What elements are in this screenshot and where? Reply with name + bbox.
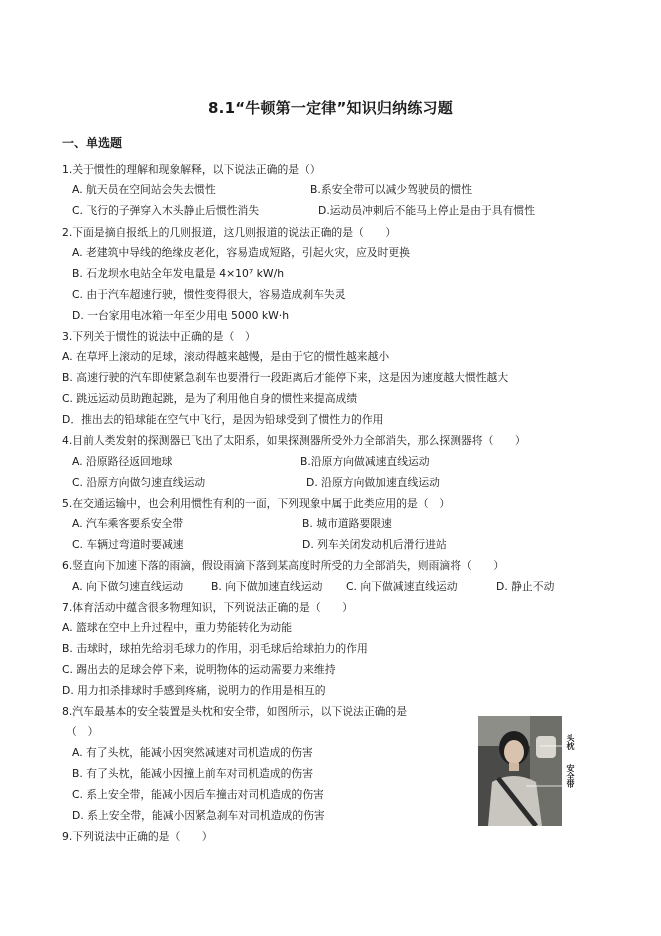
question-1-stem: 1.关于惯性的理解和现象解释，以下说法正确的是（）: [62, 163, 321, 176]
question-6-option-c: C. 向下做减速直线运动: [346, 580, 458, 593]
seatbelt-label: 安全带: [566, 764, 575, 788]
question-7-stem: 7.体育活动中蕴含很多物理知识，下列说法正确的是（ ）: [62, 601, 354, 614]
question-6-option-d: D. 静止不动: [496, 580, 555, 593]
question-4-option-c: C. 沿原方向做匀速直线运动: [72, 476, 206, 489]
question-6-option-a: A. 向下做匀速直线运动: [72, 580, 184, 593]
question-3-option-c: C. 跳远运动员助跑起跳，是为了利用他自身的惯性来提高成绩: [62, 392, 358, 405]
question-6-option-b: B. 向下做加速直线运动: [211, 580, 323, 593]
question-2-option-d: D. 一台家用电冰箱一年至少用电 5000 kW·h: [72, 309, 290, 322]
question-7-option-a: A. 篮球在空中上升过程中，重力势能转化为动能: [62, 621, 292, 634]
question-5-option-b: B. 城市道路要限速: [302, 517, 392, 530]
question-5-option-d: D. 列车关闭发动机后滑行进站: [302, 538, 447, 551]
driver-seatbelt-photo: [478, 716, 562, 826]
question-7-option-d: D. 用力扣杀排球时手感到疼痛，说明力的作用是相互的: [62, 684, 326, 697]
headrest-label: 头枕: [566, 734, 575, 750]
section-heading: 一、单选题: [62, 136, 123, 150]
question-2-option-a: A. 老建筑中导线的绝缘皮老化，容易造成短路，引起火灾，应及时更换: [72, 246, 410, 259]
question-5-stem: 5.在交通运输中，也会利用惯性有利的一面，下列现象中属于此类应用的是（ ）: [62, 497, 451, 510]
question-9-stem: 9.下列说法中正确的是（ ）: [62, 830, 213, 843]
question-3-option-b: B. 高速行驶的汽车即使紧急刹车也要滑行一段距离后才能停下来，这是因为速度越大惯性越大: [62, 371, 509, 384]
question-7-option-b: B. 击球时，球拍先给羽毛球力的作用，羽毛球后给球拍力的作用: [62, 642, 368, 655]
question-1-option-b: B.系安全带可以减少驾驶员的惯性: [310, 183, 472, 196]
question-6-stem: 6.竖直向下加速下落的雨滴，假设雨滴下落到某高度时所受的力全部消失，则雨滴将（ ）: [62, 559, 505, 572]
question-3-option-d: D．推出去的铅球能在空气中飞行，是因为铅球受到了惯性力的作用: [62, 413, 384, 426]
question-5-option-a: A. 汽车乘客要系安全带: [72, 517, 184, 530]
question-2-stem: 2.下面是摘自报纸上的几则报道，这几则报道的说法正确的是（ ）: [62, 226, 397, 239]
question-2-option-c: C. 由于汽车超速行驶，惯性变得很大，容易造成刹车失灵: [72, 288, 346, 301]
question-1-option-a: A. 航天员在空间站会失去惯性: [72, 183, 216, 196]
question-8-stem: 8.汽车最基本的安全装置是头枕和安全带，如图所示，以下说法正确的是: [62, 705, 408, 718]
question-8-option-b: B. 有了头枕，能减小因撞上前车对司机造成的伤害: [72, 767, 314, 780]
question-7-option-c: C. 踢出去的足球会停下来，说明物体的运动需要力来维持: [62, 663, 336, 676]
question-3-option-a: A. 在草坪上滚动的足球，滚动得越来越慢，是由于它的惯性越来越小: [62, 350, 390, 363]
question-2-option-b: B. 石龙坝水电站全年发电量是 4×10⁷ kW/h: [72, 267, 285, 280]
question-4-option-b: B.沿原方向做减速直线运动: [300, 455, 430, 468]
question-1-option-d: D.运动员冲刺后不能马上停止是由于具有惯性: [318, 204, 535, 217]
question-3-stem: 3.下列关于惯性的说法中正确的是（ ）: [62, 330, 256, 343]
page-title: 8.1“牛顿第一定律”知识归纳练习题: [208, 99, 453, 117]
question-4-option-a: A. 沿原路径返回地球: [72, 455, 173, 468]
question-8-option-c: C. 系上安全带，能减小因后车撞击对司机造成的伤害: [72, 788, 324, 801]
question-4-option-d: D. 沿原方向做加速直线运动: [306, 476, 440, 489]
question-1-option-c: C. 飞行的子弹穿入木头静止后惯性消失: [72, 204, 260, 217]
question-5-option-c: C. 车辆过弯道时要减速: [72, 538, 184, 551]
question-4-stem: 4.目前人类发射的探测器已飞出了太阳系，如果探测器所受外力全部消失，那么探测器将（ ）: [62, 434, 526, 447]
question-8-option-d: D. 系上安全带，能减小因紧急刹车对司机造成的伤害: [72, 809, 325, 822]
driver-illustration: [478, 716, 562, 826]
question-8-answer-paren: （ ）: [66, 725, 99, 738]
question-8-option-a: A. 有了头枕，能减小因突然减速对司机造成的伤害: [72, 746, 313, 759]
